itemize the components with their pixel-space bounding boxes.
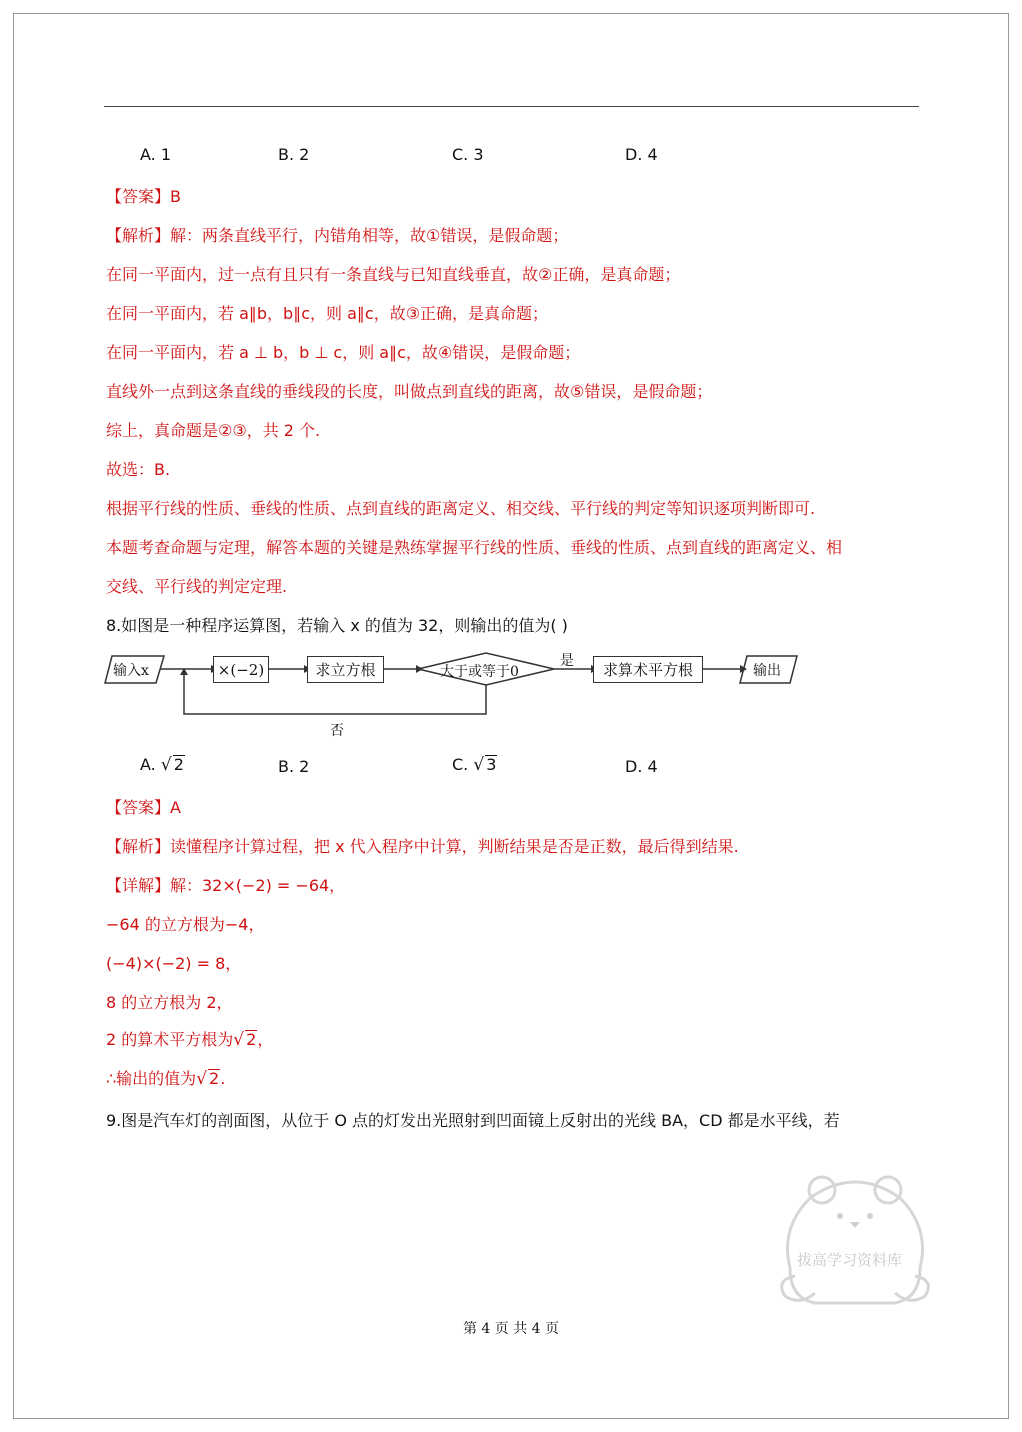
q8-option-a xyxy=(140,755,185,775)
page-footer: 第 4 页 共 4 页 xyxy=(462,1321,560,1337)
sqrt-symbol: √ xyxy=(233,1030,245,1050)
q7-analysis-line: 在同一平面内，过一点有且只有一条直线与已知直线垂直，故②正确，是真命题； xyxy=(106,265,681,284)
detail6-prefix: ∴输出的值为 xyxy=(106,1069,197,1088)
output-label: 输出 xyxy=(753,663,781,679)
yes-label: 是 xyxy=(560,653,574,669)
detail6-radicand: 2 xyxy=(209,1069,220,1088)
q8-question: 8.如图是一种程序运算图，若输入 x 的值为 32，则输出的值为( ) xyxy=(106,616,568,635)
q8-option-a-radicand: 2 xyxy=(173,755,184,774)
q8-detail-line: 【详解】解：32×(−2) = −64， xyxy=(106,876,346,895)
q8-option-d: D. 4 xyxy=(625,757,658,776)
detail6-suffix: . xyxy=(220,1069,226,1088)
q7-option-c: C. 3 xyxy=(452,145,484,164)
cube-root-box: 求立方根 xyxy=(307,656,384,683)
detail5-radicand: 2 xyxy=(246,1030,257,1049)
q7-analysis-line: 本题考查命题与定理，解答本题的关键是熟练掌握平行线的性质、垂线的性质、点到直线的距离定义、相 xyxy=(106,538,843,557)
q7-analysis-line: 故选：B. xyxy=(106,460,171,479)
sqrt-symbol: √ xyxy=(473,755,485,775)
header-rule xyxy=(104,106,919,107)
q8-detail-line: 8 的立方根为 2， xyxy=(106,993,233,1012)
q8-detail-line-sqrt xyxy=(106,1027,273,1050)
q8-detail-line: −64 的立方根为−4， xyxy=(106,915,265,934)
sqrt-symbol: √ xyxy=(160,755,172,775)
q7-option-b: B. 2 xyxy=(278,145,310,164)
q7-analysis-line: 直线外一点到这条直线的垂线段的长度，叫做点到直线的距离，故⑤错误，是假命题； xyxy=(106,382,713,401)
q8-conclusion xyxy=(106,1066,225,1089)
q7-option-a: A. 1 xyxy=(140,145,172,164)
q7-analysis-line: 综上，真命题是②③，共 2 个. xyxy=(106,421,321,440)
q7-analysis-line: 根据平行线的性质、垂线的性质、点到直线的距离定义、相交线、平行线的判定等知识逐项判断即可. xyxy=(106,499,816,518)
q8-option-b: B. 2 xyxy=(278,757,310,776)
decision-label: 大于或等于0 xyxy=(440,664,519,680)
sqrt-symbol: √ xyxy=(196,1069,208,1089)
q7-answer: 【答案】B xyxy=(106,187,181,206)
q8-detail-line: (−4)×(−2) = 8， xyxy=(106,954,242,973)
q7-option-d: D. 4 xyxy=(625,145,658,164)
q7-analysis-line: 在同一平面内，若 a ⊥ b，b ⊥ c，则 a∥c，故④错误，是假命题； xyxy=(106,343,581,362)
q8-analysis: 【解析】读懂程序计算过程，把 x 代入程序中计算，判断结果是否是正数，最后得到结果. xyxy=(106,837,739,856)
arrowhead xyxy=(416,665,423,673)
q7-analysis-line: 在同一平面内，若 a∥b，b∥c，则 a∥c，故③正确，是真命题； xyxy=(106,304,549,323)
detail5-prefix: 2 的算术平方根为 xyxy=(106,1030,234,1049)
input-label: 输入x xyxy=(113,663,149,679)
square-root-box: 求算术平方根 xyxy=(593,656,703,683)
bear-watermark-icon xyxy=(770,1168,945,1318)
q8-option-a-prefix: A. xyxy=(140,755,156,774)
q7-analysis-line: 【解析】解：两条直线平行，内错角相等，故①错误，是假命题； xyxy=(106,226,569,245)
q8-answer: 【答案】A xyxy=(106,798,181,817)
q8-option-c-radicand: 3 xyxy=(486,755,497,774)
q8-option-c-prefix: C. xyxy=(452,755,469,774)
multiply-box: ×(−2) xyxy=(213,656,269,683)
q9-question: 9.图是汽车灯的剖面图，从位于 O 点的灯发出光照射到凹面镜上反射出的光线 BA，CD 都是水平线，若 xyxy=(106,1111,840,1130)
no-label: 否 xyxy=(330,723,344,739)
q8-option-c xyxy=(452,755,497,775)
detail5-suffix: ， xyxy=(257,1030,274,1049)
watermark-text: 拔高学习资料库 xyxy=(797,1251,903,1269)
q7-analysis-line: 交线、平行线的判定定理. xyxy=(106,577,288,596)
